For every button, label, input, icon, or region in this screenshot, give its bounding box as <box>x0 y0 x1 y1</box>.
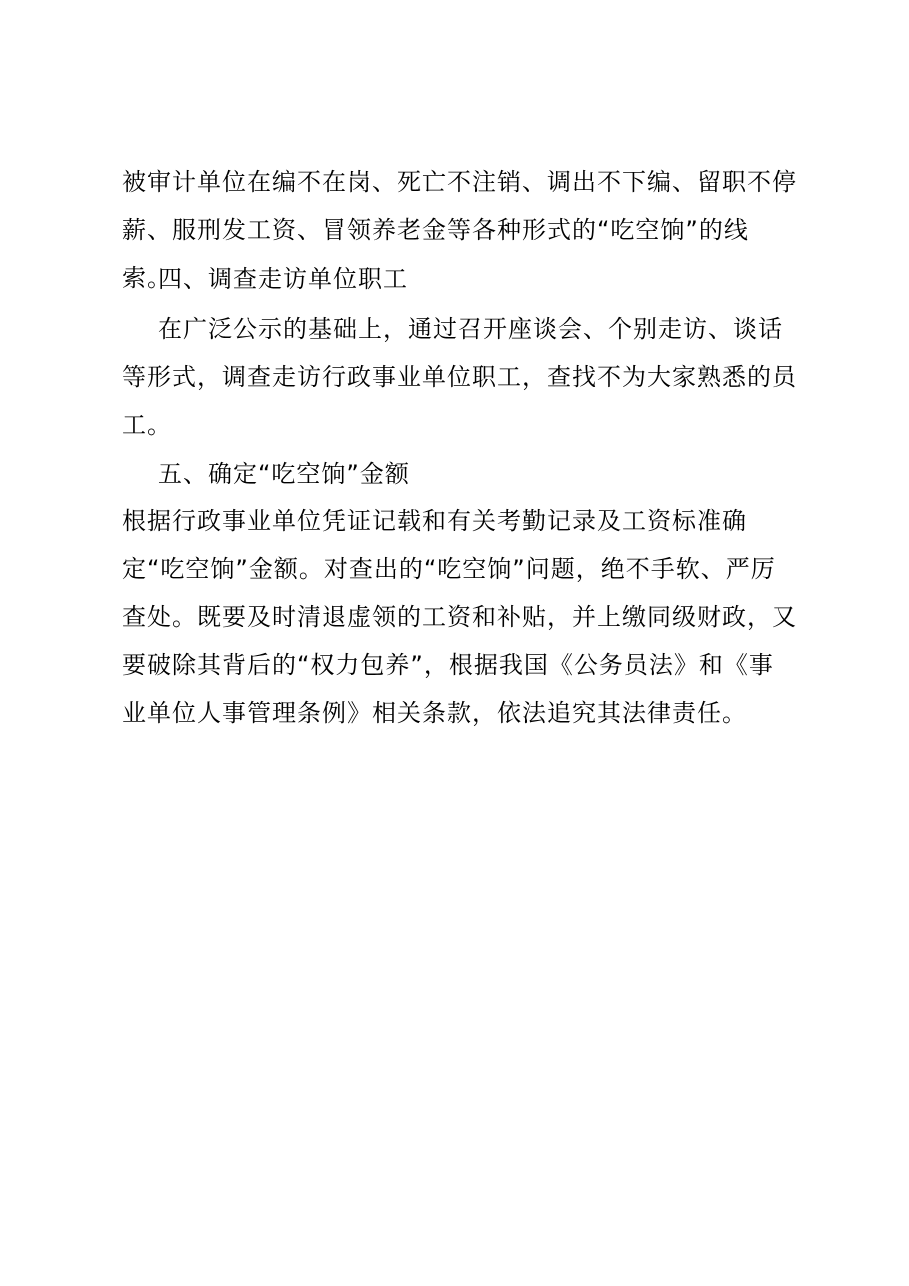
paragraph-determine-amount: 根据行政事业单位凭证记载和有关考勤记录及工资标准确定“吃空饷”金额。对查出的“吃空饷”问题，绝不手软、严厉查处。既要及时清退虚领的工资和补贴，并上缴同级财政，又要破除其背后的“权力包养”，根据我国《公务员法》和《事业单位人事管理条例》相关条款，依法追究其法律责任。 <box>122 507 797 727</box>
paragraph-audit-clues: 被审计单位在编不在岗、死亡不注销、调出不下编、留职不停薪、服刑发工资、冒领养老金等各种形式的“吃空饷”的线索。 <box>122 168 797 292</box>
paragraph-survey-staff: 在广泛公示的基础上，通过召开座谈会、个别走访、谈话等形式，调查走访行政事业单位职工，查找不为大家熟悉的员工。 <box>122 315 797 439</box>
heading-section-four: 四、调查走访单位职工 <box>158 265 408 293</box>
heading-section-five: 五、确定“吃空饷”金额 <box>158 460 410 488</box>
